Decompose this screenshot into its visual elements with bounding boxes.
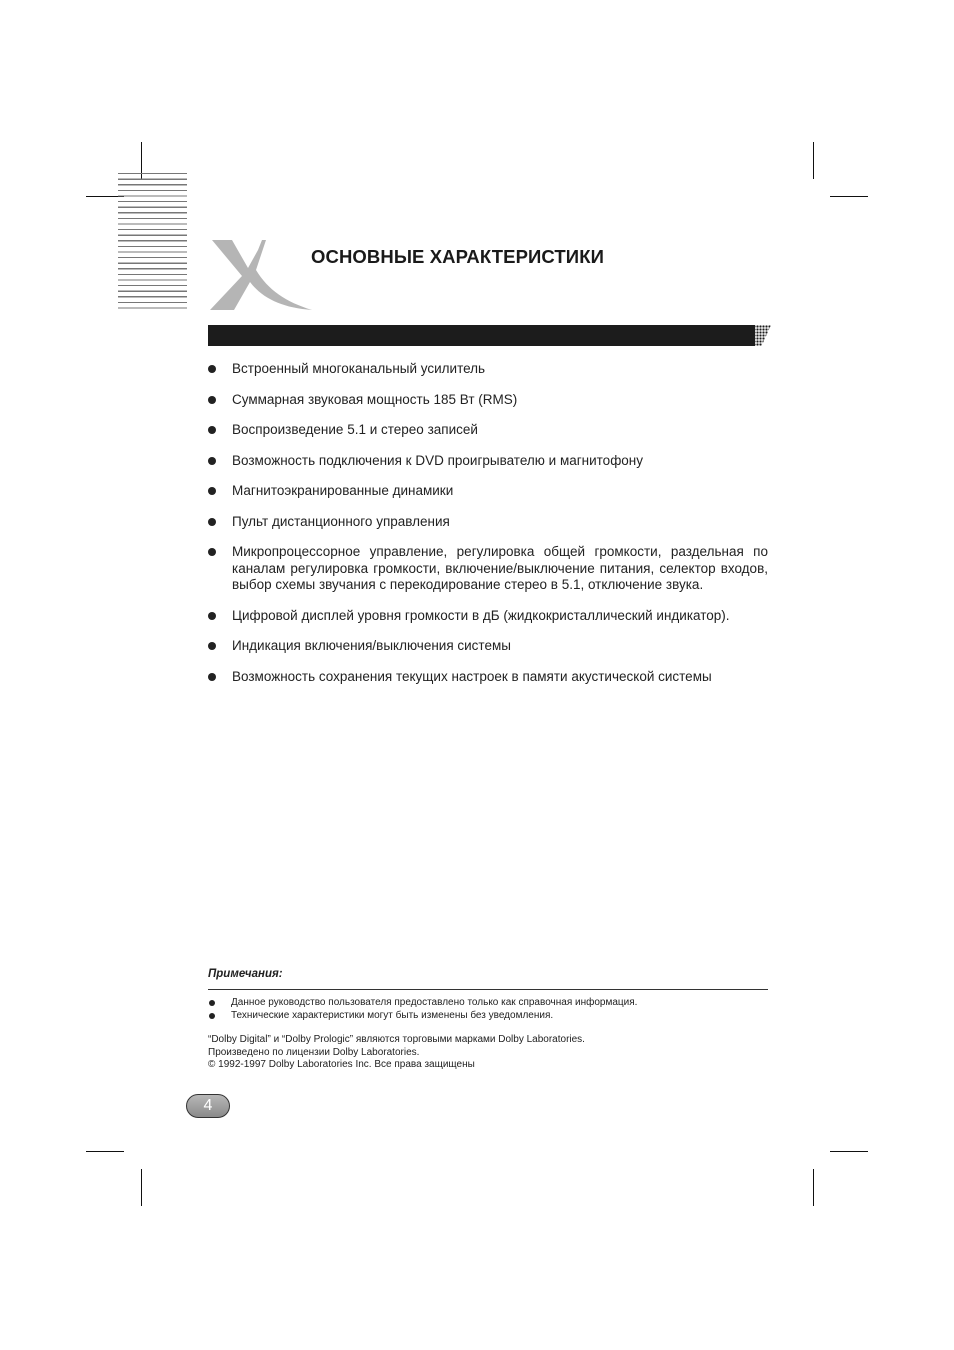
list-item: Микропроцессорное управление, регулировка общей громкости, раздельная по каналам регулировка громкости, включение/выключение питания, селектор входов, выбор схемы звучания с перекодирование стерео в 5.1, отключение звука. [208, 544, 768, 594]
legal-text [208, 1034, 585, 1072]
crop-mark-top-right-h [830, 196, 868, 197]
list-item: Пульт дистанционного управления [208, 514, 768, 531]
feature-list [208, 361, 768, 699]
bullet-icon [208, 487, 216, 495]
crop-mark-bottom-right-v [813, 1169, 814, 1206]
bullet-icon [208, 457, 216, 465]
list-item: Магнитоэкранированные динамики [208, 483, 768, 500]
list-item: Технические характеристики могут быть изменены без уведомления. [208, 1010, 768, 1023]
page-number: 4 [186, 1094, 230, 1118]
legal-line: © 1992-1997 Dolby Laboratories Inc. Все права защищены [208, 1059, 475, 1070]
list-item: Встроенный многоканальный усилитель [208, 361, 768, 378]
notes-divider [208, 989, 768, 990]
section-header-bar [208, 325, 755, 346]
decorative-stripes [118, 173, 187, 313]
bullet-icon [208, 518, 216, 526]
bullet-icon [208, 642, 216, 650]
list-item: Возможность подключения к DVD проигрывателю и магнитофону [208, 453, 768, 470]
bullet-icon [208, 673, 216, 681]
list-item: Цифровой дисплей уровня громкости в дБ (жидкокристаллический индикатор). [208, 608, 768, 625]
bullet-icon [208, 426, 216, 434]
list-item: Возможность сохранения текущих настроек в памяти акустической системы [208, 669, 768, 686]
notes-title: Примечания: [208, 968, 283, 980]
bullet-icon [208, 396, 216, 404]
legal-line: “Dolby Digital” и “Dolby Prologic” являются торговыми марками Dolby Laboratories. [208, 1034, 585, 1045]
bullet-icon [209, 1013, 215, 1019]
bullet-icon [208, 548, 216, 556]
bullet-icon [208, 365, 216, 373]
bullet-icon [208, 612, 216, 620]
list-item: Воспроизведение 5.1 и стерео записей [208, 422, 768, 439]
page-title: ОСНОВНЫЕ ХАРАКТЕРИСТИКИ [311, 246, 604, 267]
list-item: Данное руководство пользователя предоставлено только как справочная информация. [208, 997, 768, 1010]
crop-mark-bottom-right-h [830, 1151, 868, 1152]
crop-mark-bottom-left-h [86, 1151, 124, 1152]
list-item: Суммарная звуковая мощность 185 Вт (RMS) [208, 392, 768, 409]
crop-mark-top-right-v [813, 142, 814, 179]
list-item: Индикация включения/выключения системы [208, 638, 768, 655]
x-brand-icon [208, 238, 312, 312]
notes-list [208, 997, 768, 1022]
legal-line: Произведено по лицензии Dolby Laboratories. [208, 1046, 420, 1058]
crop-mark-bottom-left-v [141, 1169, 142, 1206]
bullet-icon [209, 1000, 215, 1006]
